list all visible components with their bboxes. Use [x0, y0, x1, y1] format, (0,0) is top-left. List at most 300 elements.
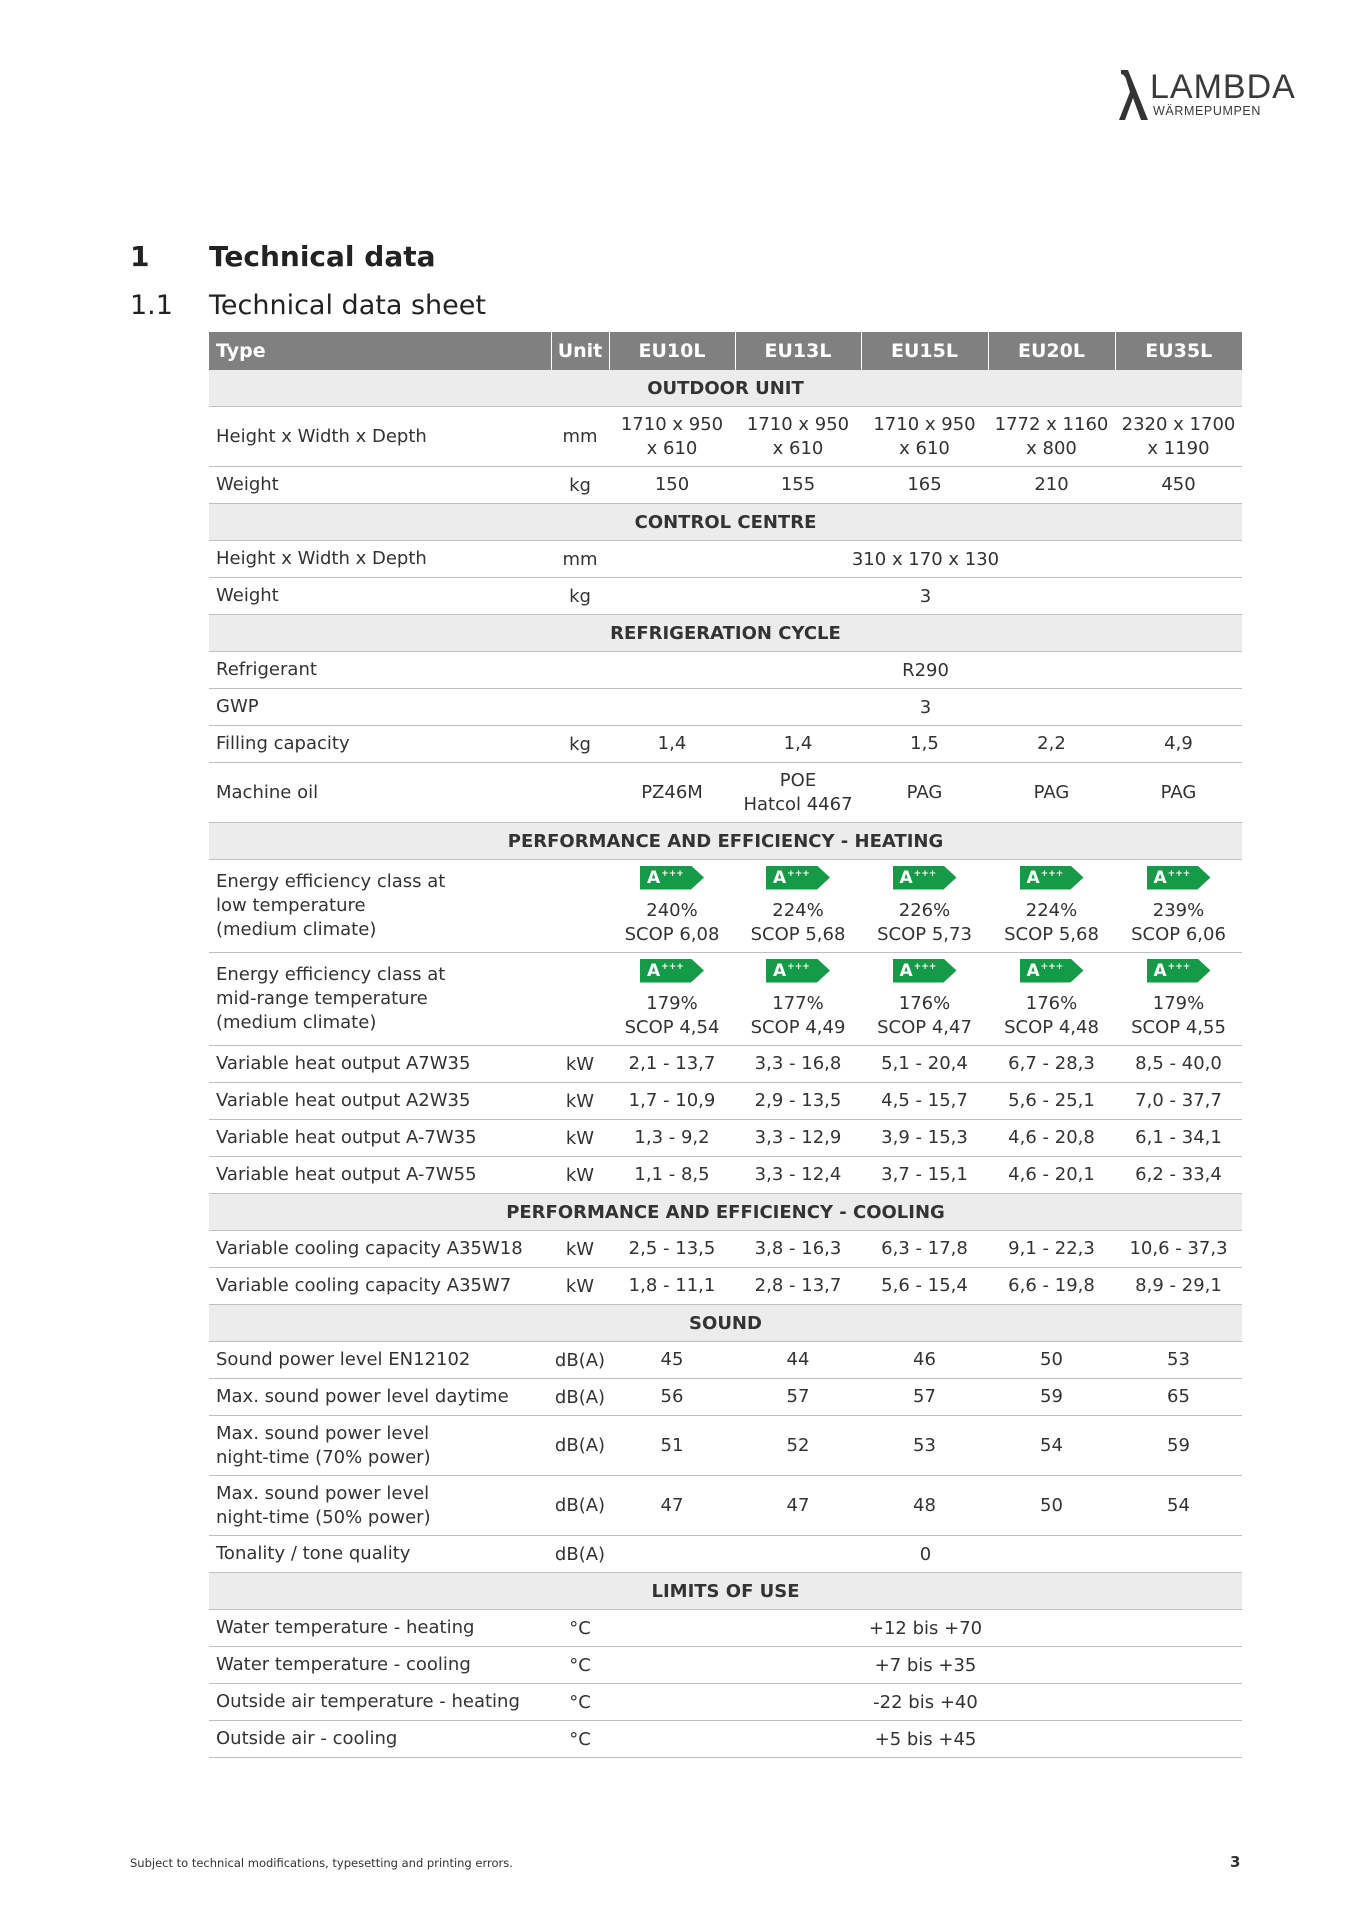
table-row — [209, 407, 1242, 467]
value-cell — [988, 1416, 1115, 1476]
row-label — [209, 763, 551, 823]
badge-plus: +++ — [787, 961, 810, 972]
row-label-text: Tonality / tone quality — [216, 1543, 411, 1564]
table-row — [209, 541, 1242, 578]
unit-cell: kW — [551, 1046, 609, 1083]
row-label-text: Variable cooling capacity A35W18 — [216, 1238, 523, 1259]
value-text: 1,8 - 11,1 — [628, 1275, 716, 1296]
badge-label — [900, 961, 937, 981]
value-cell — [609, 1046, 735, 1083]
value-text: 1,5 — [910, 733, 939, 754]
section-title: REFRIGERATION CYCLE — [209, 615, 1242, 652]
row-label-text: GWP — [216, 696, 259, 717]
value-text: 1,7 - 10,9 — [628, 1090, 716, 1111]
value-text: 1710 x 950 x 610 — [746, 413, 850, 459]
value-cell — [609, 407, 735, 467]
unit-cell — [551, 652, 609, 689]
section-title: LIMITS OF USE — [209, 1573, 1242, 1610]
table-row — [209, 1157, 1242, 1194]
energy-class-badge — [893, 866, 957, 890]
value-cell — [861, 1120, 988, 1157]
value-cell: R290 — [609, 652, 1242, 689]
badge-label — [900, 868, 937, 888]
value-cell — [861, 763, 988, 823]
value-text: 50 — [1040, 1494, 1063, 1516]
unit-cell: dB(A) — [551, 1536, 609, 1573]
section-row — [209, 1194, 1242, 1231]
logo-name: LAMBDA — [1150, 68, 1296, 106]
value-text: 2320 x 1700 x 1190 — [1121, 413, 1236, 459]
value-text: 1,4 — [783, 733, 813, 754]
row-label — [209, 953, 551, 1046]
row-label-text: Max. sound power level night-time (50% power) — [216, 1482, 431, 1528]
value-text: 1710 x 950 x 610 — [873, 413, 976, 459]
value-text: 1,3 - 9,2 — [634, 1127, 710, 1148]
value-cell — [1115, 1120, 1242, 1157]
value-text: 3,3 - 16,8 — [754, 1053, 842, 1074]
value-text: 50 — [1040, 1349, 1063, 1370]
value-text: 2,9 - 13,5 — [754, 1090, 842, 1111]
section-title: Technical data — [209, 240, 436, 273]
value-cell: 3 — [609, 578, 1242, 615]
value-text: 2,8 - 13,7 — [754, 1275, 842, 1296]
value-cell — [988, 1476, 1115, 1536]
value-cell — [735, 953, 861, 1046]
row-label-text: Energy efficiency class at low temperature (medium climate) — [216, 871, 446, 940]
unit-cell: mm — [551, 407, 609, 467]
value-cell — [735, 1083, 861, 1120]
value-text: 2,2 — [1037, 733, 1066, 754]
value-cell — [1115, 860, 1242, 953]
value-text: 3,8 - 16,3 — [754, 1238, 842, 1259]
value-text: 4,9 — [1164, 733, 1193, 754]
value-cell — [1115, 1416, 1242, 1476]
value-text: 47 — [786, 1494, 810, 1516]
row-label-text: Weight — [216, 474, 279, 495]
table-row — [209, 1231, 1242, 1268]
value-cell — [609, 1120, 735, 1157]
value-text: 224% SCOP 5,68 — [1004, 899, 1099, 945]
row-label-text: Variable cooling capacity A35W7 — [216, 1275, 512, 1296]
unit-cell: kg — [551, 578, 609, 615]
table-row — [209, 953, 1242, 1046]
column-header-eu10l: EU10L — [609, 332, 735, 370]
unit-cell — [551, 860, 609, 953]
unit-cell: kW — [551, 1157, 609, 1194]
row-label — [209, 1046, 551, 1083]
page-number: 3 — [1230, 1853, 1241, 1871]
row-label-text: Sound power level EN12102 — [216, 1349, 471, 1370]
value-text: PAG — [906, 781, 943, 803]
value-cell — [1115, 1379, 1242, 1416]
value-text: 56 — [660, 1386, 684, 1407]
row-label-text: Variable heat output A-7W55 — [216, 1164, 477, 1185]
table-row — [209, 578, 1242, 615]
value-cell — [735, 1476, 861, 1536]
unit-cell: °C — [551, 1647, 609, 1684]
badge-class: A — [647, 867, 661, 888]
value-text: 54 — [1167, 1494, 1190, 1516]
badge-label — [1154, 961, 1191, 981]
value-text: 3,3 - 12,4 — [754, 1164, 842, 1185]
unit-cell: dB(A) — [551, 1416, 609, 1476]
value-text: 47 — [660, 1494, 684, 1516]
row-label-text: Variable heat output A-7W35 — [216, 1127, 477, 1148]
value-cell — [735, 407, 861, 467]
unit-cell: °C — [551, 1684, 609, 1721]
value-text: 3,3 - 12,9 — [754, 1127, 842, 1148]
table-row — [209, 1083, 1242, 1120]
table-row — [209, 1610, 1242, 1647]
value-text: PAG — [1160, 781, 1197, 803]
value-text: POE Hatcol 4467 — [743, 769, 853, 815]
value-text: PZ46M — [641, 781, 703, 803]
value-cell: -22 bis +40 — [609, 1684, 1242, 1721]
energy-class-badge — [1147, 959, 1211, 983]
value-cell — [735, 1157, 861, 1194]
value-text: 6,2 - 33,4 — [1135, 1164, 1222, 1185]
table-row — [209, 467, 1242, 504]
value-cell — [735, 1416, 861, 1476]
row-label — [209, 1083, 551, 1120]
section-row — [209, 615, 1242, 652]
section-title: PERFORMANCE AND EFFICIENCY - HEATING — [209, 823, 1242, 860]
value-cell — [1115, 1083, 1242, 1120]
value-cell — [988, 1268, 1115, 1305]
badge-label — [773, 961, 810, 981]
value-text: 2,1 - 13,7 — [628, 1053, 716, 1074]
value-cell — [609, 1342, 735, 1379]
badge-label — [1154, 868, 1191, 888]
value-text: 210 — [1034, 474, 1069, 495]
row-label — [209, 578, 551, 615]
value-cell — [1115, 1342, 1242, 1379]
value-cell — [1115, 1231, 1242, 1268]
value-text: 5,6 - 25,1 — [1008, 1090, 1095, 1111]
badge-plus: +++ — [787, 868, 810, 879]
value-text: 4,6 - 20,1 — [1008, 1164, 1095, 1185]
subsection-number: 1.1 — [130, 290, 173, 321]
value-cell: +7 bis +35 — [609, 1647, 1242, 1684]
unit-cell: kg — [551, 726, 609, 763]
value-cell — [1115, 1157, 1242, 1194]
section-row — [209, 504, 1242, 541]
value-cell — [861, 1083, 988, 1120]
badge-class: A — [773, 960, 787, 981]
value-text: 7,0 - 37,7 — [1135, 1090, 1222, 1111]
section-row — [209, 370, 1242, 407]
value-cell — [988, 763, 1115, 823]
value-cell — [861, 860, 988, 953]
section-number: 1 — [130, 240, 150, 273]
badge-class: A — [1026, 867, 1040, 888]
table-row — [209, 1416, 1242, 1476]
row-label — [209, 1610, 551, 1647]
value-text: 54 — [1040, 1434, 1063, 1456]
value-text: 150 — [654, 474, 690, 495]
section-title: CONTROL CENTRE — [209, 504, 1242, 541]
value-text: 52 — [786, 1434, 810, 1456]
column-header-eu20l: EU20L — [988, 332, 1115, 370]
table-row — [209, 726, 1242, 763]
row-label — [209, 467, 551, 504]
value-text: 179% SCOP 4,55 — [1131, 992, 1226, 1038]
value-text: 155 — [780, 474, 816, 495]
value-cell — [735, 467, 861, 504]
section-row — [209, 823, 1242, 860]
unit-cell: dB(A) — [551, 1476, 609, 1536]
table-row — [209, 652, 1242, 689]
value-text: 240% SCOP 6,08 — [624, 899, 720, 945]
unit-cell: dB(A) — [551, 1342, 609, 1379]
table-row — [209, 763, 1242, 823]
value-cell — [861, 1046, 988, 1083]
energy-class-badge — [1147, 866, 1211, 890]
value-cell — [988, 1157, 1115, 1194]
badge-label — [1027, 961, 1064, 981]
unit-cell: kg — [551, 467, 609, 504]
value-text: 51 — [660, 1434, 684, 1456]
value-cell — [861, 467, 988, 504]
value-cell — [988, 1046, 1115, 1083]
value-cell — [988, 860, 1115, 953]
value-cell — [861, 1231, 988, 1268]
value-text: 53 — [1167, 1349, 1190, 1370]
value-cell: +5 bis +45 — [609, 1721, 1242, 1758]
value-cell: 310 x 170 x 130 — [609, 541, 1242, 578]
logo-subtitle: WÄRMEPUMPEN — [1153, 104, 1261, 118]
row-label-text: Max. sound power level night-time (70% power) — [216, 1422, 431, 1468]
value-cell — [609, 467, 735, 504]
value-cell — [609, 1379, 735, 1416]
unit-cell: kW — [551, 1083, 609, 1120]
section-row — [209, 1305, 1242, 1342]
value-text: 5,6 - 15,4 — [881, 1275, 968, 1296]
value-cell — [735, 860, 861, 953]
value-text: 57 — [786, 1386, 810, 1407]
unit-cell: dB(A) — [551, 1379, 609, 1416]
value-text: 226% SCOP 5,73 — [877, 899, 972, 945]
badge-class: A — [1026, 960, 1040, 981]
table-row — [209, 1721, 1242, 1758]
row-label — [209, 1647, 551, 1684]
badge-plus: +++ — [1040, 868, 1064, 879]
value-cell — [861, 407, 988, 467]
value-cell — [861, 1157, 988, 1194]
badge-plus: +++ — [1167, 961, 1191, 972]
value-cell — [1115, 1046, 1242, 1083]
badge-label — [647, 961, 684, 981]
row-label-text: Filling capacity — [216, 733, 350, 754]
value-text: 8,9 - 29,1 — [1135, 1275, 1222, 1296]
value-text: 6,7 - 28,3 — [1008, 1053, 1095, 1074]
value-cell — [861, 953, 988, 1046]
value-cell — [609, 1157, 735, 1194]
badge-class: A — [647, 960, 661, 981]
value-cell — [609, 860, 735, 953]
value-cell — [609, 1231, 735, 1268]
row-label — [209, 726, 551, 763]
value-cell — [735, 1379, 861, 1416]
unit-cell: mm — [551, 541, 609, 578]
value-cell — [609, 953, 735, 1046]
row-label-text: Water temperature - cooling — [216, 1654, 471, 1675]
column-header-type: Type — [209, 332, 551, 370]
value-text: 1710 x 950 x 610 — [620, 413, 724, 459]
table-row — [209, 1476, 1242, 1536]
badge-label — [647, 868, 684, 888]
value-cell — [609, 726, 735, 763]
value-cell: 0 — [609, 1536, 1242, 1573]
lambda-logo — [1118, 66, 1318, 126]
row-label — [209, 1157, 551, 1194]
energy-class-badge — [893, 959, 957, 983]
column-header-eu13l: EU13L — [735, 332, 861, 370]
row-label-text: Max. sound power level daytime — [216, 1386, 509, 1407]
value-cell — [988, 407, 1115, 467]
value-text: 59 — [1040, 1386, 1063, 1407]
table-header-row — [209, 332, 1242, 370]
value-text: 176% SCOP 4,48 — [1004, 992, 1099, 1038]
value-text: PAG — [1033, 781, 1070, 803]
row-label-text: Height x Width x Depth — [216, 548, 427, 569]
unit-cell: °C — [551, 1610, 609, 1647]
value-text: 44 — [786, 1349, 810, 1370]
row-label-text: Machine oil — [216, 781, 319, 803]
unit-cell: kW — [551, 1231, 609, 1268]
value-cell — [735, 1046, 861, 1083]
value-text: 6,3 - 17,8 — [881, 1238, 968, 1259]
table-row — [209, 1268, 1242, 1305]
unit-cell — [551, 763, 609, 823]
row-label — [209, 1721, 551, 1758]
lambda-symbol-icon — [1118, 66, 1150, 124]
unit-cell — [551, 953, 609, 1046]
value-cell — [735, 1120, 861, 1157]
energy-class-badge — [1020, 866, 1084, 890]
value-cell — [988, 1379, 1115, 1416]
row-label — [209, 860, 551, 953]
value-cell — [988, 1120, 1115, 1157]
value-cell — [861, 1476, 988, 1536]
value-cell — [609, 1083, 735, 1120]
table-row — [209, 1046, 1242, 1083]
value-text: 1,4 — [657, 733, 687, 754]
value-text: 224% SCOP 5,68 — [750, 899, 846, 945]
row-label — [209, 1342, 551, 1379]
badge-plus: +++ — [1040, 961, 1064, 972]
value-cell — [1115, 467, 1242, 504]
value-text: 4,6 - 20,8 — [1008, 1127, 1095, 1148]
table-row — [209, 860, 1242, 953]
value-text: 6,6 - 19,8 — [1008, 1275, 1095, 1296]
value-text: 45 — [660, 1349, 684, 1370]
row-label — [209, 652, 551, 689]
badge-label — [773, 868, 810, 888]
value-text: 177% SCOP 4,49 — [750, 992, 846, 1038]
row-label-text: Energy efficiency class at mid-range temperature (medium climate) — [216, 964, 446, 1033]
value-text: 4,5 - 15,7 — [881, 1090, 968, 1111]
value-text: 179% SCOP 4,54 — [624, 992, 720, 1038]
row-label-text: Refrigerant — [216, 659, 317, 680]
badge-plus: +++ — [661, 961, 684, 972]
value-cell — [1115, 1268, 1242, 1305]
value-cell — [1115, 953, 1242, 1046]
row-label — [209, 1379, 551, 1416]
row-label — [209, 1231, 551, 1268]
value-text: 176% SCOP 4,47 — [877, 992, 972, 1038]
unit-cell: kW — [551, 1268, 609, 1305]
table-row — [209, 1647, 1242, 1684]
value-text: 1,1 - 8,5 — [634, 1164, 710, 1185]
value-cell — [988, 1342, 1115, 1379]
value-text: 239% SCOP 6,06 — [1131, 899, 1226, 945]
value-cell — [609, 1476, 735, 1536]
value-text: 8,5 - 40,0 — [1135, 1053, 1222, 1074]
value-cell — [609, 1416, 735, 1476]
unit-cell — [551, 689, 609, 726]
value-cell — [735, 1342, 861, 1379]
table-row — [209, 1342, 1242, 1379]
row-label — [209, 1476, 551, 1536]
section-title: OUTDOOR UNIT — [209, 370, 1242, 407]
value-cell — [861, 726, 988, 763]
value-cell — [1115, 1476, 1242, 1536]
value-text: 48 — [913, 1494, 936, 1516]
badge-class: A — [773, 867, 787, 888]
row-label — [209, 1120, 551, 1157]
energy-class-badge — [640, 866, 704, 890]
technical-data-table — [209, 332, 1242, 1758]
section-title: PERFORMANCE AND EFFICIENCY - COOLING — [209, 1194, 1242, 1231]
row-label-text: Outside air temperature - heating — [216, 1691, 520, 1712]
value-cell — [1115, 763, 1242, 823]
value-cell — [861, 1379, 988, 1416]
row-label — [209, 1416, 551, 1476]
value-cell — [988, 1231, 1115, 1268]
row-label-text: Variable heat output A2W35 — [216, 1090, 471, 1111]
value-text: 9,1 - 22,3 — [1008, 1238, 1095, 1259]
value-cell — [735, 763, 861, 823]
value-cell — [861, 1268, 988, 1305]
section-title: SOUND — [209, 1305, 1242, 1342]
value-text: 3,7 - 15,1 — [881, 1164, 968, 1185]
column-header-eu15l: EU15L — [861, 332, 988, 370]
energy-class-badge — [766, 959, 830, 983]
value-cell — [609, 763, 735, 823]
value-cell — [735, 1231, 861, 1268]
row-label-text: Height x Width x Depth — [216, 425, 427, 447]
energy-class-badge — [766, 866, 830, 890]
section-row — [209, 1573, 1242, 1610]
unit-cell: °C — [551, 1721, 609, 1758]
subsection-title: Technical data sheet — [209, 290, 486, 321]
energy-class-badge — [1020, 959, 1084, 983]
value-cell — [735, 726, 861, 763]
value-text: 2,5 - 13,5 — [628, 1238, 716, 1259]
value-text: 46 — [913, 1349, 936, 1370]
value-text: 165 — [907, 474, 942, 495]
badge-plus: +++ — [913, 868, 937, 879]
value-text: 450 — [1161, 474, 1196, 495]
value-cell — [1115, 407, 1242, 467]
badge-label — [1027, 868, 1064, 888]
value-cell: 3 — [609, 689, 1242, 726]
table-row — [209, 1120, 1242, 1157]
value-text: 10,6 - 37,3 — [1129, 1238, 1228, 1259]
row-label-text: Water temperature - heating — [216, 1617, 475, 1638]
value-cell — [988, 1083, 1115, 1120]
